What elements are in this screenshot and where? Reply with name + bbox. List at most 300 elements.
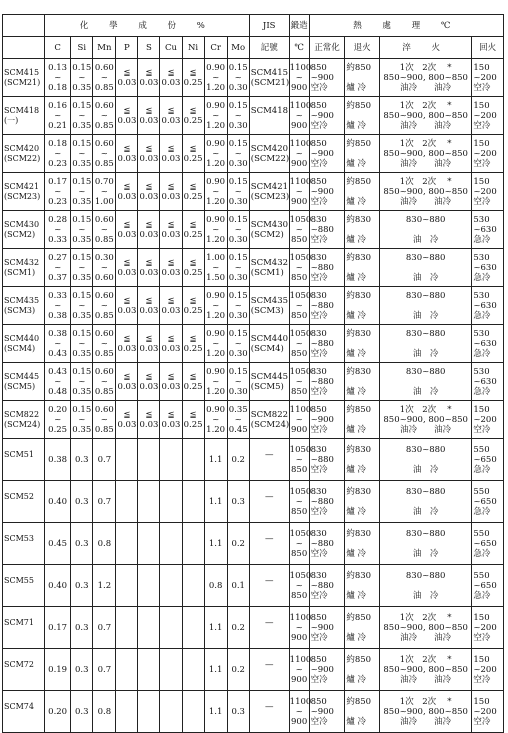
c-cell bbox=[45, 439, 71, 481]
chem-composition-header: 化 學 成 份 % bbox=[45, 15, 250, 37]
cell-line: 油 冷 bbox=[412, 590, 439, 601]
ni-cell bbox=[182, 325, 204, 363]
cell-line: 0.35 bbox=[72, 234, 92, 245]
cell-line: 空冷 bbox=[310, 464, 328, 475]
cell-line: 0.17 bbox=[48, 622, 68, 633]
cell-line bbox=[4, 460, 44, 470]
cell-line: 900 bbox=[291, 158, 308, 169]
p-cell bbox=[116, 649, 138, 691]
cell-line bbox=[346, 665, 379, 675]
cell-line: 0.03 bbox=[139, 77, 159, 88]
cell-line: 0.3 bbox=[75, 580, 89, 591]
cell-line: 0.15 bbox=[72, 100, 92, 111]
ni-cell bbox=[182, 287, 204, 325]
cell-line: ≦ bbox=[167, 181, 175, 192]
cell-line bbox=[116, 707, 137, 717]
cell-line bbox=[183, 623, 204, 633]
cell-line: ≦ bbox=[167, 105, 175, 116]
anneal-cell bbox=[345, 565, 380, 607]
cell-line: 0.90 bbox=[206, 366, 226, 377]
cell-line: 0.15 bbox=[228, 328, 248, 339]
cell-line: 850 bbox=[291, 590, 308, 601]
jis-symbol-cell bbox=[249, 97, 289, 135]
cell-line: ~ bbox=[295, 622, 303, 633]
cell-line: ~650 bbox=[473, 496, 497, 507]
cell-line: 0.3 bbox=[75, 622, 89, 633]
cr-cell bbox=[204, 59, 227, 97]
cu-cell bbox=[160, 565, 182, 607]
si-cell bbox=[71, 249, 93, 287]
cell-line: ≦ bbox=[189, 333, 197, 344]
cell-line: 550 bbox=[473, 528, 490, 539]
cell-line: 1次 2次 * bbox=[399, 176, 452, 187]
cell-line: 0.03 bbox=[117, 77, 137, 88]
cell-line: 0.90 bbox=[206, 214, 226, 225]
cell-line: 0.03 bbox=[117, 343, 137, 354]
cr-cell bbox=[204, 287, 227, 325]
s-cell bbox=[138, 481, 160, 523]
cell-line: 0.17 bbox=[48, 176, 68, 187]
mn-cell bbox=[93, 249, 116, 287]
cell-line: 0.27 bbox=[48, 252, 68, 263]
cell-line: 0.30 bbox=[228, 386, 248, 397]
cell-line: ~ bbox=[212, 300, 220, 311]
mo-cell bbox=[227, 481, 249, 523]
temper-cell bbox=[472, 401, 504, 439]
quench-cell bbox=[379, 401, 471, 439]
cell-line: 爐 冷 bbox=[346, 272, 367, 283]
c-cell bbox=[45, 287, 71, 325]
forge-temp-cell bbox=[289, 59, 312, 97]
cell-line: 1100 bbox=[289, 100, 312, 111]
cell-line: 1.00 bbox=[94, 196, 114, 207]
cell-line: 油冷 油冷 bbox=[400, 158, 452, 169]
cr-cell bbox=[204, 325, 227, 363]
steel-grade-cell bbox=[3, 363, 45, 401]
si-cell bbox=[71, 325, 93, 363]
cell-line: ~630 bbox=[473, 300, 497, 311]
cell-line: ~ bbox=[54, 110, 62, 121]
cell-line: ~650 bbox=[473, 454, 497, 465]
cell-line: ~ bbox=[54, 414, 62, 425]
cell-line: ~630 bbox=[473, 262, 497, 273]
cell-line: SCM822 bbox=[250, 409, 289, 420]
steel-grade-cell bbox=[3, 59, 45, 97]
cell-line: 約830 bbox=[346, 290, 372, 301]
cell-line: 空冷 bbox=[473, 158, 491, 169]
cell-line: — bbox=[264, 575, 274, 586]
cell-line: ≦ bbox=[123, 219, 131, 230]
s-cell bbox=[138, 287, 160, 325]
ni-cell bbox=[182, 97, 204, 135]
cell-line: ~ bbox=[234, 338, 242, 349]
cell-line: 0.7 bbox=[97, 454, 112, 465]
cell-line: 0.85 bbox=[94, 424, 114, 435]
cell-line: 0.45 bbox=[228, 424, 248, 435]
cell-line: 0.25 bbox=[183, 191, 203, 202]
cell-line: 1次 2次 * bbox=[399, 138, 452, 149]
cell-line: 1050 bbox=[289, 366, 312, 377]
cell-line: 空冷 bbox=[310, 234, 328, 245]
ni-cell bbox=[182, 211, 204, 249]
cell-line: 0.15 bbox=[228, 252, 248, 263]
cell-line: ≦ bbox=[123, 181, 131, 192]
cell-line: 約830 bbox=[346, 328, 372, 339]
cell-line: 850 bbox=[310, 176, 327, 187]
cell-line: 0.20 bbox=[48, 706, 68, 717]
cell-line: 0.60 bbox=[94, 328, 114, 339]
cell-line: 0.15 bbox=[228, 62, 248, 73]
cell-line: 850 bbox=[310, 404, 327, 415]
steel-header-blank bbox=[3, 15, 45, 37]
cell-line: 900 bbox=[291, 196, 308, 207]
s-cell bbox=[138, 691, 160, 733]
si-cell bbox=[71, 523, 93, 565]
si-cell bbox=[71, 481, 93, 523]
forge-temp-cell bbox=[289, 649, 312, 691]
cell-line: 0.35 bbox=[72, 82, 92, 93]
cell-line: 0.03 bbox=[139, 305, 159, 316]
si-cell bbox=[71, 649, 93, 691]
jis-symbol-cell bbox=[249, 565, 289, 607]
cell-line: 1次 2次 * bbox=[399, 62, 452, 73]
cell-line: 0.25 bbox=[48, 424, 68, 435]
cell-line: 900 bbox=[291, 82, 308, 93]
p-cell bbox=[116, 607, 138, 649]
mo-cell bbox=[227, 325, 249, 363]
cell-line: 0.25 bbox=[183, 77, 203, 88]
anneal-header: 退火 bbox=[345, 37, 380, 59]
cell-line: 0.15 bbox=[228, 176, 248, 187]
col-header-p: P bbox=[116, 37, 138, 59]
anneal-cell bbox=[345, 607, 380, 649]
cell-line bbox=[380, 339, 471, 349]
table-row bbox=[3, 211, 504, 249]
cell-line: ~ bbox=[295, 110, 303, 121]
c-cell bbox=[45, 173, 71, 211]
cell-line: 1050 bbox=[289, 252, 312, 263]
cell-line: 急冷 bbox=[473, 506, 491, 517]
cell-line: ~900 bbox=[310, 664, 334, 675]
cell-line: 0.33 bbox=[48, 234, 68, 245]
mn-cell bbox=[93, 135, 116, 173]
cr-cell bbox=[204, 97, 227, 135]
cell-line: ~630 bbox=[473, 224, 497, 235]
cell-line: 850~900, 800~850 bbox=[383, 110, 468, 121]
header-row-1 bbox=[3, 15, 504, 37]
cell-line: ~900 bbox=[310, 186, 334, 197]
cell-line bbox=[116, 665, 137, 675]
cell-line: SCM71 bbox=[4, 617, 34, 627]
anneal-cell bbox=[345, 363, 380, 401]
cell-line: 830~880 bbox=[405, 486, 446, 497]
anneal-cell bbox=[345, 211, 380, 249]
cell-line: 爐 冷 bbox=[346, 386, 367, 397]
cell-line: 油 冷 bbox=[412, 506, 439, 517]
cell-line bbox=[346, 149, 379, 159]
quench-cell bbox=[379, 363, 471, 401]
c-cell bbox=[45, 523, 71, 565]
cell-line: ~ bbox=[78, 414, 86, 425]
cell-line bbox=[160, 623, 181, 633]
ni-cell bbox=[182, 363, 204, 401]
normalize-cell bbox=[309, 173, 345, 211]
cell-line: ~ bbox=[234, 110, 242, 121]
table-row bbox=[3, 249, 504, 287]
cell-line: 1.1 bbox=[208, 664, 223, 675]
cell-line: 約850 bbox=[346, 404, 372, 415]
cell-line: 0.30 bbox=[228, 82, 248, 93]
cell-line: 0.35 bbox=[228, 404, 248, 415]
cell-line: 空冷 bbox=[310, 424, 328, 435]
forge-temp-cell bbox=[289, 363, 312, 401]
cell-line: 0.8 bbox=[208, 580, 223, 591]
cell-line: 830 bbox=[310, 290, 327, 301]
cell-line: — bbox=[264, 491, 274, 502]
cell-line: ~ bbox=[295, 186, 303, 197]
jis-symbol-cell bbox=[249, 325, 289, 363]
mn-cell bbox=[93, 211, 116, 249]
cell-line: ≦ bbox=[167, 219, 175, 230]
jis-symbol-cell bbox=[249, 523, 289, 565]
cell-line: 爐 冷 bbox=[346, 632, 367, 643]
cell-line bbox=[116, 581, 137, 591]
forge-temp-cell bbox=[289, 565, 312, 607]
cell-line: 1.20 bbox=[206, 310, 226, 321]
p-cell bbox=[116, 363, 138, 401]
cell-line: ~ bbox=[100, 414, 108, 425]
cell-line: 油冷 油冷 bbox=[400, 82, 452, 93]
cell-line: ≦ bbox=[167, 409, 175, 420]
mo-cell bbox=[227, 173, 249, 211]
mo-cell bbox=[227, 691, 249, 733]
cell-line: ≦ bbox=[189, 219, 197, 230]
cell-line: 1050 bbox=[289, 214, 312, 225]
cu-cell bbox=[160, 135, 182, 173]
cell-line: ≦ bbox=[145, 409, 153, 420]
cell-line: 空冷 bbox=[473, 674, 491, 685]
cell-line: 空冷 bbox=[473, 120, 491, 131]
cell-line bbox=[116, 539, 137, 549]
cell-line: 0.90 bbox=[206, 176, 226, 187]
c-cell bbox=[45, 363, 71, 401]
cell-line: ~ bbox=[212, 110, 220, 121]
cu-cell bbox=[160, 249, 182, 287]
cell-line bbox=[380, 581, 471, 591]
jis-symbol-cell bbox=[249, 287, 289, 325]
cell-line: ~ bbox=[295, 496, 303, 507]
quench-cell bbox=[379, 249, 471, 287]
cell-line: 0.37 bbox=[48, 272, 68, 283]
normalize-cell bbox=[309, 325, 345, 363]
si-cell bbox=[71, 135, 93, 173]
mn-cell bbox=[93, 363, 116, 401]
forge-temp-cell bbox=[289, 97, 312, 135]
cell-line bbox=[4, 544, 44, 554]
cell-line: 約830 bbox=[346, 214, 372, 225]
cell-line: 油 冷 bbox=[412, 310, 439, 321]
cell-line: 1.1 bbox=[208, 454, 223, 465]
si-cell bbox=[71, 565, 93, 607]
forge-temp-cell bbox=[289, 481, 312, 523]
c-cell bbox=[45, 211, 71, 249]
cu-cell bbox=[160, 173, 182, 211]
c-cell bbox=[45, 249, 71, 287]
cell-line: 850 bbox=[310, 612, 327, 623]
quench-cell bbox=[379, 481, 471, 523]
si-cell bbox=[71, 211, 93, 249]
cell-line: (SCM21) bbox=[4, 77, 41, 87]
cell-line: 約850 bbox=[346, 100, 372, 111]
cell-line: ~ bbox=[295, 262, 303, 273]
cell-line bbox=[346, 497, 379, 507]
cell-line: 530 bbox=[473, 214, 490, 225]
forge-temp-cell bbox=[289, 401, 312, 439]
cell-line: 0.30 bbox=[228, 310, 248, 321]
cell-line: 0.60 bbox=[94, 366, 114, 377]
cell-line: SCM430 bbox=[4, 219, 40, 229]
anneal-cell bbox=[345, 649, 380, 691]
cell-line: 0.48 bbox=[48, 386, 68, 397]
cell-line: 0.40 bbox=[48, 496, 68, 507]
cell-line: 550 bbox=[473, 486, 490, 497]
cell-line: 油冷 油冷 bbox=[400, 424, 452, 435]
cell-line: 0.25 bbox=[183, 419, 203, 430]
cell-line: ≦ bbox=[189, 105, 197, 116]
cell-line: ≦ bbox=[167, 295, 175, 306]
cell-line: ~ bbox=[234, 148, 242, 159]
cell-line: 0.03 bbox=[117, 153, 137, 164]
s-cell bbox=[138, 59, 160, 97]
quench-cell bbox=[379, 135, 471, 173]
cell-line: 850~900, 800~850 bbox=[383, 72, 468, 83]
cell-line: 急冷 bbox=[473, 590, 491, 601]
cell-line: 150 bbox=[473, 696, 490, 707]
cell-line: 0.38 bbox=[48, 310, 68, 321]
cell-line: 150 bbox=[473, 612, 490, 623]
s-cell bbox=[138, 607, 160, 649]
cell-line: ~ bbox=[54, 300, 62, 311]
normalize-cell bbox=[309, 363, 345, 401]
mn-cell bbox=[93, 325, 116, 363]
cell-line: 0.90 bbox=[206, 100, 226, 111]
cell-line: 空冷 bbox=[310, 716, 328, 727]
cell-line: 1.20 bbox=[206, 234, 226, 245]
p-cell bbox=[116, 287, 138, 325]
cell-line: 0.2 bbox=[231, 454, 245, 465]
cell-line: 850 bbox=[310, 100, 327, 111]
cell-line: (SCM22) bbox=[4, 153, 41, 163]
c-cell bbox=[45, 97, 71, 135]
cell-line: 1次 2次 * bbox=[399, 404, 452, 415]
cell-line bbox=[380, 497, 471, 507]
cell-line: 空冷 bbox=[473, 632, 491, 643]
normalize-cell bbox=[309, 401, 345, 439]
forge-temp-cell bbox=[289, 249, 312, 287]
cell-line: ~880 bbox=[310, 300, 334, 311]
cell-line: ~ bbox=[212, 148, 220, 159]
forge-temp-cell bbox=[289, 287, 312, 325]
cell-line: 0.7 bbox=[97, 664, 112, 675]
cell-line: ≦ bbox=[123, 105, 131, 116]
cell-line: 空冷 bbox=[473, 716, 491, 727]
cell-line bbox=[183, 581, 204, 591]
mn-cell bbox=[93, 173, 116, 211]
cell-line bbox=[250, 628, 289, 638]
cell-line: 爐 冷 bbox=[346, 234, 367, 245]
cell-line: 1.20 bbox=[206, 196, 226, 207]
table-row bbox=[3, 481, 504, 523]
c-cell bbox=[45, 691, 71, 733]
cell-line: 0.60 bbox=[94, 290, 114, 301]
cr-cell bbox=[204, 363, 227, 401]
normalize-header: 正常化 bbox=[309, 37, 345, 59]
cell-line: 0.16 bbox=[48, 100, 68, 111]
cell-line: ≦ bbox=[145, 371, 153, 382]
cell-line: ~ bbox=[212, 224, 220, 235]
cell-line: 0.2 bbox=[231, 664, 245, 675]
cell-line bbox=[346, 73, 379, 83]
cell-line: ~ bbox=[295, 376, 303, 387]
cell-line bbox=[183, 497, 204, 507]
quench-cell bbox=[379, 59, 471, 97]
cell-line: SCM432 bbox=[4, 257, 40, 267]
cell-line: 1100 bbox=[289, 138, 312, 149]
cell-line: 空冷 bbox=[310, 158, 328, 169]
cell-line: 530 bbox=[473, 328, 490, 339]
temper-cell bbox=[472, 97, 504, 135]
cell-line: 0.7 bbox=[97, 496, 112, 507]
cell-line: (一) bbox=[4, 115, 19, 125]
quench-cell bbox=[379, 691, 471, 733]
cell-line: 急冷 bbox=[473, 348, 491, 359]
cell-line: 0.30 bbox=[228, 158, 248, 169]
cr-cell bbox=[204, 211, 227, 249]
cell-line: (SCM3) bbox=[4, 305, 36, 315]
ni-cell bbox=[182, 59, 204, 97]
cell-line: 0.40 bbox=[48, 580, 68, 591]
normalize-cell bbox=[309, 211, 345, 249]
cell-line: 0.60 bbox=[94, 404, 114, 415]
ni-cell bbox=[182, 249, 204, 287]
steel-grade-cell bbox=[3, 481, 45, 523]
cell-line: 0.35 bbox=[72, 424, 92, 435]
table-row bbox=[3, 363, 504, 401]
cell-line bbox=[160, 665, 181, 675]
cell-line: 850 bbox=[291, 272, 308, 283]
mn-cell bbox=[93, 59, 116, 97]
cell-line: 0.03 bbox=[139, 267, 159, 278]
cell-line: ~900 bbox=[310, 72, 334, 83]
cell-line: 0.25 bbox=[183, 229, 203, 240]
cell-line: 空冷 bbox=[310, 548, 328, 559]
cell-line: 1.20 bbox=[206, 82, 226, 93]
mo-cell bbox=[227, 97, 249, 135]
s-cell bbox=[138, 565, 160, 607]
cr-cell bbox=[204, 135, 227, 173]
cell-line bbox=[138, 665, 159, 675]
si-cell bbox=[71, 173, 93, 211]
cell-line: 1次 2次 * bbox=[399, 696, 452, 707]
cell-line: 0.85 bbox=[94, 234, 114, 245]
steel-grade-cell bbox=[3, 523, 45, 565]
cell-line: ~ bbox=[100, 300, 108, 311]
quench-cell bbox=[379, 439, 471, 481]
cell-line: 1.20 bbox=[206, 158, 226, 169]
table-row bbox=[3, 401, 504, 439]
anneal-cell bbox=[345, 97, 380, 135]
cell-line: ~ bbox=[78, 262, 86, 273]
